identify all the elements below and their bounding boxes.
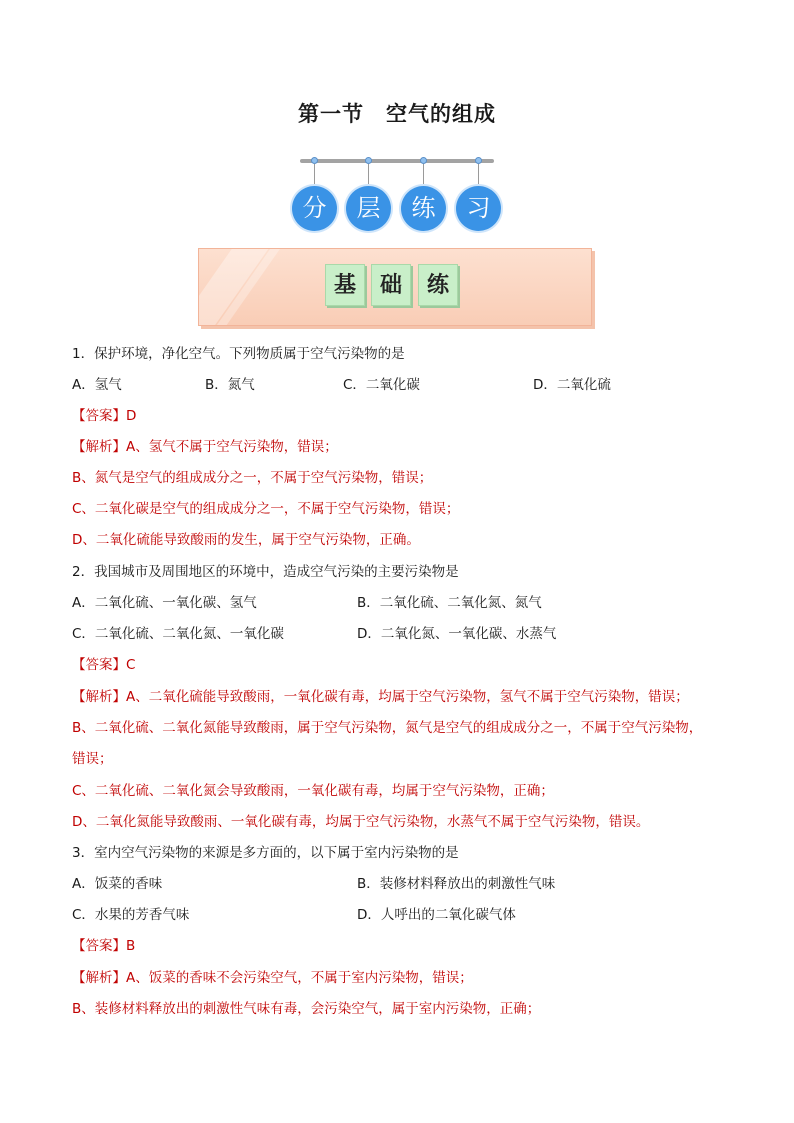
analysis-line: D、二氧化硫能导致酸雨的发生，属于空气污染物，正确。 xyxy=(72,532,420,548)
string xyxy=(368,164,369,186)
question-stem: 3．室内空气污染物的来源是多方面的，以下属于室内污染物的是 xyxy=(72,845,459,861)
analysis-line: B、二氧化硫、二氧化氮能导致酸雨，属于空气污染物，氮气是空气的组成成分之一，不属于空气污染物， xyxy=(72,720,703,736)
analysis-line: 【解析】A、二氧化硫能导致酸雨，一氧化碳有毒，均属于空气污染物，氢气不属于空气污染物，错误； xyxy=(72,689,689,705)
analysis-line: B、装修材料释放出的刺激性气味有毒，会污染空气，属于室内污染物，正确； xyxy=(72,1001,541,1017)
level-char-3: 练 xyxy=(418,264,458,306)
string xyxy=(423,164,424,186)
analysis-line: 【解析】A、氢气不属于空气污染物，错误； xyxy=(72,439,338,455)
option: D．二氧化氮、一氧化碳、水蒸气 xyxy=(357,626,557,642)
option: B．氮气 xyxy=(205,377,255,393)
option: A．氢气 xyxy=(72,377,122,393)
peg-icon xyxy=(420,157,427,164)
answer-value: C xyxy=(126,657,136,673)
string xyxy=(478,164,479,186)
answer-value: D xyxy=(126,408,137,424)
analysis-line: 【解析】A、饭菜的香味不会污染空气，不属于室内污染物，错误； xyxy=(72,970,473,986)
analysis-label: 【解析】 xyxy=(72,439,126,455)
peg-icon xyxy=(365,157,372,164)
banner-char-3: 练 xyxy=(401,186,446,231)
option: B．二氧化硫、二氧化氮、氮气 xyxy=(357,595,542,611)
answer-line xyxy=(72,655,135,675)
analysis-line: B、氮气是空气的组成成分之一，不属于空气污染物，错误； xyxy=(72,470,433,486)
analysis-line: 错误； xyxy=(72,751,113,767)
question-stem: 2．我国城市及周围地区的环境中，造成空气污染的主要污染物是 xyxy=(72,564,459,580)
answer-line xyxy=(72,936,135,956)
analysis-label: 【解析】 xyxy=(72,689,126,705)
banner-char-2: 层 xyxy=(346,186,391,231)
page-title: 第一节 空气的组成 xyxy=(298,102,496,126)
option: D．人呼出的二氧化碳气体 xyxy=(357,907,516,923)
analysis-line: C、二氧化碳是空气的组成成分之一，不属于空气污染物，错误； xyxy=(72,501,460,517)
level-header xyxy=(198,248,592,326)
banner-char-1: 分 xyxy=(292,186,337,231)
option: C．二氧化硫、二氧化氮、一氧化碳 xyxy=(72,626,284,642)
option: D．二氧化硫 xyxy=(533,377,611,393)
analysis-line: C、二氧化硫、二氧化氮会导致酸雨，一氧化碳有毒，均属于空气污染物，正确； xyxy=(72,783,554,799)
answer-label: 【答案】 xyxy=(72,408,126,424)
option: C．二氧化碳 xyxy=(343,377,420,393)
answer-label: 【答案】 xyxy=(72,938,126,954)
option: C．水果的芳香气味 xyxy=(72,907,190,923)
answer-value: B xyxy=(126,938,136,954)
option: A．饭菜的香味 xyxy=(72,876,163,892)
peg-icon xyxy=(475,157,482,164)
option: B．装修材料释放出的刺激性气味 xyxy=(357,876,556,892)
banner-char-4: 习 xyxy=(456,186,501,231)
practice-banner xyxy=(286,156,508,236)
analysis-line: D、二氧化氮能导致酸雨、一氧化碳有毒，均属于空气污染物，水蒸气不属于空气污染物，错误。 xyxy=(72,814,650,830)
level-char-2: 础 xyxy=(371,264,411,306)
answer-line xyxy=(72,406,136,426)
answer-label: 【答案】 xyxy=(72,657,126,673)
string xyxy=(314,164,315,186)
analysis-label: 【解析】 xyxy=(72,970,126,986)
level-char-1: 基 xyxy=(325,264,365,306)
hanging-bar xyxy=(300,159,494,163)
question-stem: 1．保护环境，净化空气。下列物质属于空气污染物的是 xyxy=(72,346,405,362)
option: A．二氧化硫、一氧化碳、氢气 xyxy=(72,595,257,611)
peg-icon xyxy=(311,157,318,164)
